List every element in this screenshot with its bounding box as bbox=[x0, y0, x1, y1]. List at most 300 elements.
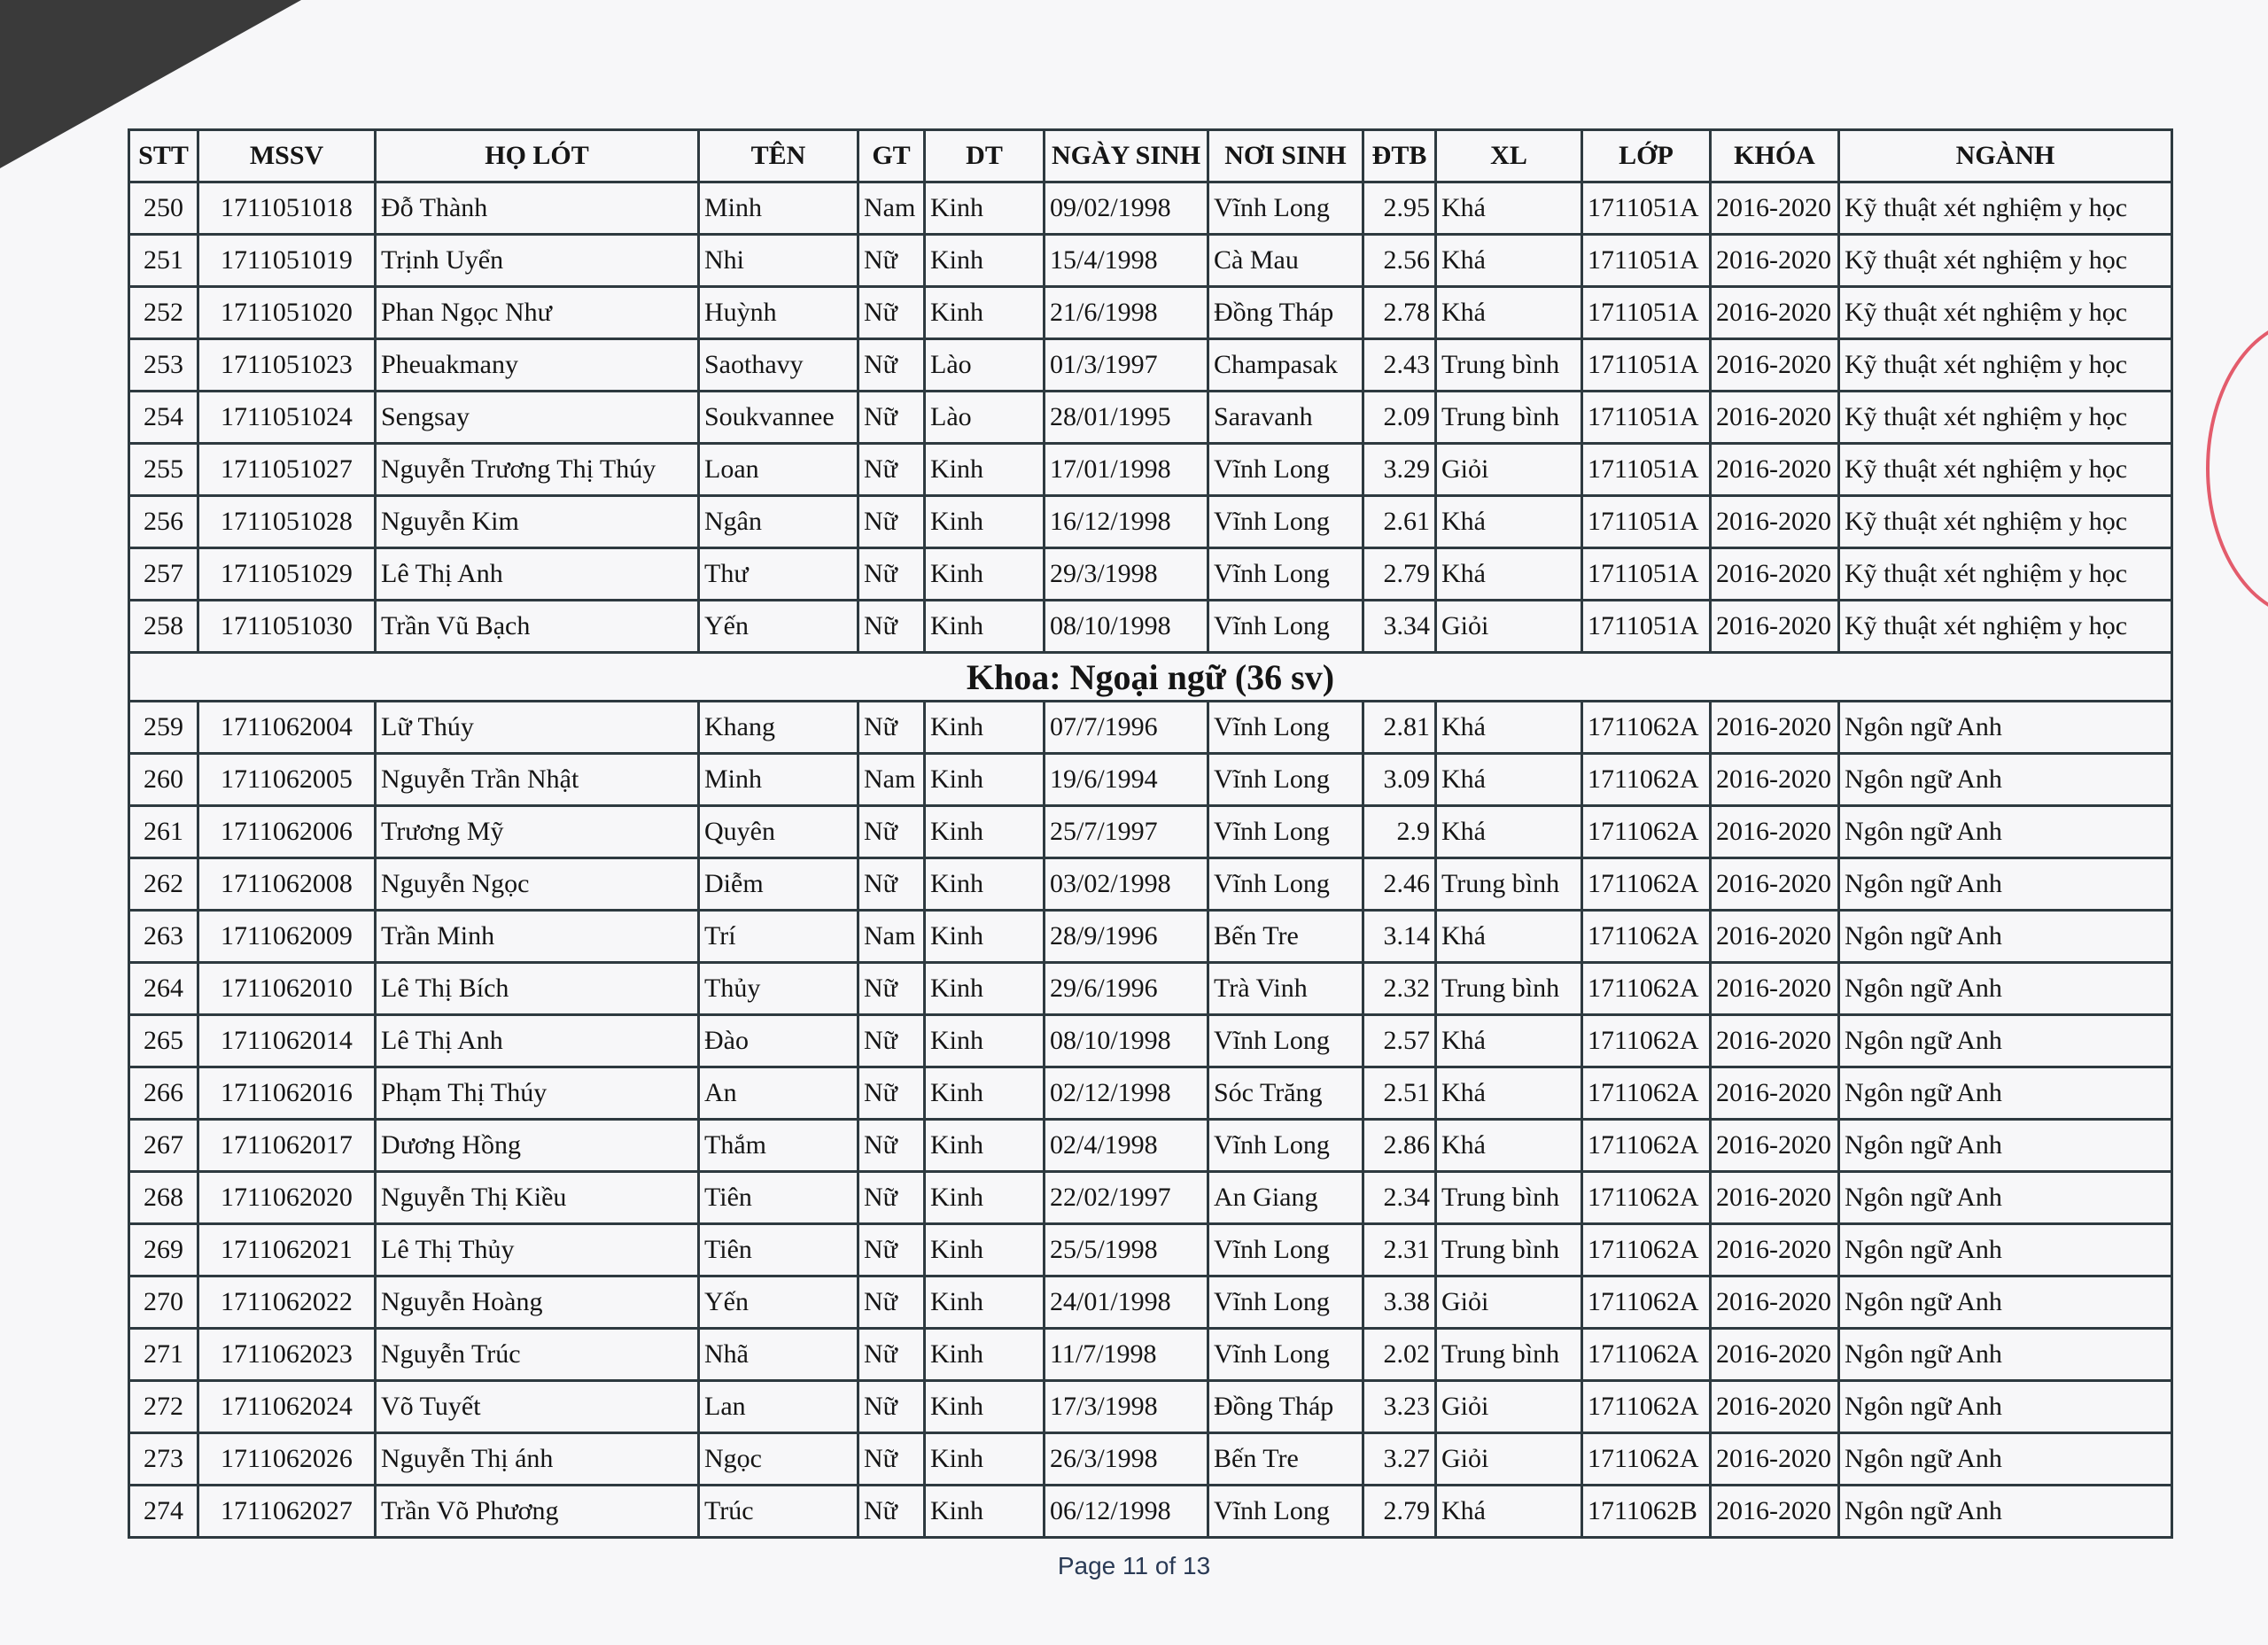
cell-gt: Nữ bbox=[858, 806, 925, 858]
cell-dt: Kinh bbox=[925, 1486, 1045, 1538]
cell-lop: 1711051A bbox=[1582, 444, 1711, 496]
table-row bbox=[129, 496, 2172, 548]
cell-lop: 1711051A bbox=[1582, 601, 1711, 653]
cell-xl: Trung bình bbox=[1436, 392, 1582, 444]
cell-noi-sinh: An Giang bbox=[1208, 1172, 1363, 1224]
table-row bbox=[129, 1224, 2172, 1276]
table-row bbox=[129, 548, 2172, 601]
cell-dt: Kinh bbox=[925, 702, 1045, 754]
cell-gt: Nữ bbox=[858, 496, 925, 548]
cell-nganh: Kỹ thuật xét nghiệm y học bbox=[1839, 339, 2172, 392]
cell-ten: Huỳnh bbox=[699, 287, 858, 339]
cell-noi-sinh: Vĩnh Long bbox=[1208, 182, 1363, 235]
cell-ngay-sinh: 03/02/1998 bbox=[1045, 858, 1208, 911]
cell-stt: 256 bbox=[129, 496, 198, 548]
cell-dtb: 2.79 bbox=[1363, 548, 1436, 601]
table-row bbox=[129, 339, 2172, 392]
cell-gt: Nam bbox=[858, 754, 925, 806]
cell-mssv: 1711051023 bbox=[198, 339, 376, 392]
cell-xl: Khá bbox=[1436, 911, 1582, 963]
cell-dtb: 2.79 bbox=[1363, 1486, 1436, 1538]
cell-khoa: 2016-2020 bbox=[1711, 1381, 1839, 1433]
cell-mssv: 1711062006 bbox=[198, 806, 376, 858]
cell-noi-sinh: Vĩnh Long bbox=[1208, 496, 1363, 548]
cell-dtb: 2.78 bbox=[1363, 287, 1436, 339]
cell-mssv: 1711051028 bbox=[198, 496, 376, 548]
cell-stt: 270 bbox=[129, 1276, 198, 1329]
table-row bbox=[129, 1486, 2172, 1538]
cell-mssv: 1711062017 bbox=[198, 1120, 376, 1172]
col-header-khoa: KHÓA bbox=[1711, 130, 1839, 182]
cell-dtb: 2.81 bbox=[1363, 702, 1436, 754]
cell-ngay-sinh: 25/5/1998 bbox=[1045, 1224, 1208, 1276]
cell-nganh: Ngôn ngữ Anh bbox=[1839, 1015, 2172, 1067]
cell-gt: Nữ bbox=[858, 858, 925, 911]
cell-stt: 274 bbox=[129, 1486, 198, 1538]
cell-gt: Nữ bbox=[858, 702, 925, 754]
cell-mssv: 1711051027 bbox=[198, 444, 376, 496]
cell-nganh: Ngôn ngữ Anh bbox=[1839, 1486, 2172, 1538]
cell-dt: Kinh bbox=[925, 1433, 1045, 1486]
cell-xl: Khá bbox=[1436, 1486, 1582, 1538]
cell-mssv: 1711062014 bbox=[198, 1015, 376, 1067]
cell-dtb: 3.29 bbox=[1363, 444, 1436, 496]
cell-dt: Kinh bbox=[925, 1224, 1045, 1276]
cell-mssv: 1711062005 bbox=[198, 754, 376, 806]
cell-mssv: 1711051018 bbox=[198, 182, 376, 235]
cell-dtb: 2.56 bbox=[1363, 235, 1436, 287]
cell-ngay-sinh: 02/12/1998 bbox=[1045, 1067, 1208, 1120]
cell-noi-sinh: Vĩnh Long bbox=[1208, 806, 1363, 858]
cell-noi-sinh: Vĩnh Long bbox=[1208, 1329, 1363, 1381]
cell-ho-lot: Lê Thị Anh bbox=[376, 548, 699, 601]
cell-khoa: 2016-2020 bbox=[1711, 911, 1839, 963]
cell-stt: 265 bbox=[129, 1015, 198, 1067]
cell-mssv: 1711051029 bbox=[198, 548, 376, 601]
cell-stt: 258 bbox=[129, 601, 198, 653]
cell-stt: 273 bbox=[129, 1433, 198, 1486]
col-header-stt: STT bbox=[129, 130, 198, 182]
cell-mssv: 1711062020 bbox=[198, 1172, 376, 1224]
cell-noi-sinh: Vĩnh Long bbox=[1208, 548, 1363, 601]
cell-ho-lot: Trần Minh bbox=[376, 911, 699, 963]
cell-ten: Soukvannee bbox=[699, 392, 858, 444]
cell-ten: Trúc bbox=[699, 1486, 858, 1538]
cell-lop: 1711062A bbox=[1582, 1067, 1711, 1120]
cell-nganh: Kỹ thuật xét nghiệm y học bbox=[1839, 496, 2172, 548]
cell-nganh: Ngôn ngữ Anh bbox=[1839, 1381, 2172, 1433]
cell-nganh: Ngôn ngữ Anh bbox=[1839, 1224, 2172, 1276]
cell-stt: 255 bbox=[129, 444, 198, 496]
cell-nganh: Ngôn ngữ Anh bbox=[1839, 1433, 2172, 1486]
cell-khoa: 2016-2020 bbox=[1711, 548, 1839, 601]
cell-xl: Trung bình bbox=[1436, 1224, 1582, 1276]
cell-lop: 1711051A bbox=[1582, 496, 1711, 548]
table-row bbox=[129, 182, 2172, 235]
cell-xl: Giỏi bbox=[1436, 1381, 1582, 1433]
table-row bbox=[129, 806, 2172, 858]
cell-gt: Nữ bbox=[858, 1067, 925, 1120]
cell-ngay-sinh: 19/6/1994 bbox=[1045, 754, 1208, 806]
cell-ten: Khang bbox=[699, 702, 858, 754]
cell-lop: 1711062A bbox=[1582, 1172, 1711, 1224]
cell-gt: Nữ bbox=[858, 601, 925, 653]
cell-ngay-sinh: 17/01/1998 bbox=[1045, 444, 1208, 496]
cell-nganh: Ngôn ngữ Anh bbox=[1839, 858, 2172, 911]
cell-dtb: 3.23 bbox=[1363, 1381, 1436, 1433]
cell-gt: Nữ bbox=[858, 1224, 925, 1276]
cell-dt: Kinh bbox=[925, 182, 1045, 235]
cell-khoa: 2016-2020 bbox=[1711, 806, 1839, 858]
cell-nganh: Ngôn ngữ Anh bbox=[1839, 1276, 2172, 1329]
cell-ten: Loan bbox=[699, 444, 858, 496]
cell-ngay-sinh: 28/01/1995 bbox=[1045, 392, 1208, 444]
cell-dt: Kinh bbox=[925, 235, 1045, 287]
cell-xl: Khá bbox=[1436, 287, 1582, 339]
cell-noi-sinh: Vĩnh Long bbox=[1208, 1486, 1363, 1538]
cell-khoa: 2016-2020 bbox=[1711, 444, 1839, 496]
cell-ngay-sinh: 28/9/1996 bbox=[1045, 911, 1208, 963]
page-number: Page 11 of 13 bbox=[1057, 1552, 1211, 1579]
cell-ho-lot: Lê Thị Anh bbox=[376, 1015, 699, 1067]
cell-nganh: Kỹ thuật xét nghiệm y học bbox=[1839, 287, 2172, 339]
cell-ho-lot: Phạm Thị Thúy bbox=[376, 1067, 699, 1120]
cell-khoa: 2016-2020 bbox=[1711, 182, 1839, 235]
cell-khoa: 2016-2020 bbox=[1711, 1329, 1839, 1381]
cell-stt: 259 bbox=[129, 702, 198, 754]
section-title: Khoa: Ngoại ngữ (36 sv) bbox=[129, 653, 2172, 702]
cell-dtb: 2.43 bbox=[1363, 339, 1436, 392]
cell-xl: Trung bình bbox=[1436, 1329, 1582, 1381]
cell-mssv: 1711051019 bbox=[198, 235, 376, 287]
cell-nganh: Ngôn ngữ Anh bbox=[1839, 754, 2172, 806]
cell-stt: 257 bbox=[129, 548, 198, 601]
cell-ngay-sinh: 26/3/1998 bbox=[1045, 1433, 1208, 1486]
cell-lop: 1711062A bbox=[1582, 754, 1711, 806]
cell-nganh: Kỹ thuật xét nghiệm y học bbox=[1839, 235, 2172, 287]
cell-xl: Khá bbox=[1436, 1067, 1582, 1120]
cell-ho-lot: Nguyễn Kim bbox=[376, 496, 699, 548]
cell-nganh: Ngôn ngữ Anh bbox=[1839, 1172, 2172, 1224]
cell-khoa: 2016-2020 bbox=[1711, 1120, 1839, 1172]
cell-ngay-sinh: 22/02/1997 bbox=[1045, 1172, 1208, 1224]
cell-stt: 269 bbox=[129, 1224, 198, 1276]
col-header-dt: DT bbox=[925, 130, 1045, 182]
cell-noi-sinh: Vĩnh Long bbox=[1208, 754, 1363, 806]
table-row bbox=[129, 287, 2172, 339]
col-header-ngay-sinh: NGÀY SINH bbox=[1045, 130, 1208, 182]
cell-lop: 1711062A bbox=[1582, 1329, 1711, 1381]
table-row bbox=[129, 1381, 2172, 1433]
cell-ho-lot: Nguyễn Hoàng bbox=[376, 1276, 699, 1329]
cell-lop: 1711051A bbox=[1582, 548, 1711, 601]
section-row bbox=[129, 653, 2172, 702]
cell-stt: 267 bbox=[129, 1120, 198, 1172]
cell-ngay-sinh: 25/7/1997 bbox=[1045, 806, 1208, 858]
cell-lop: 1711051A bbox=[1582, 235, 1711, 287]
cell-xl: Giỏi bbox=[1436, 444, 1582, 496]
col-header-dtb: ĐTB bbox=[1363, 130, 1436, 182]
cell-mssv: 1711062026 bbox=[198, 1433, 376, 1486]
cell-dt: Lào bbox=[925, 392, 1045, 444]
cell-nganh: Ngôn ngữ Anh bbox=[1839, 963, 2172, 1015]
cell-khoa: 2016-2020 bbox=[1711, 235, 1839, 287]
cell-noi-sinh: Sóc Trăng bbox=[1208, 1067, 1363, 1120]
cell-lop: 1711051A bbox=[1582, 392, 1711, 444]
cell-dt: Kinh bbox=[925, 1172, 1045, 1224]
cell-lop: 1711062A bbox=[1582, 1015, 1711, 1067]
cell-dt: Kinh bbox=[925, 548, 1045, 601]
cell-xl: Trung bình bbox=[1436, 1172, 1582, 1224]
table-row bbox=[129, 1067, 2172, 1120]
cell-ten: Tiên bbox=[699, 1172, 858, 1224]
cell-ngay-sinh: 29/6/1996 bbox=[1045, 963, 1208, 1015]
cell-mssv: 1711051020 bbox=[198, 287, 376, 339]
cell-ngay-sinh: 02/4/1998 bbox=[1045, 1120, 1208, 1172]
rows-top bbox=[129, 182, 2172, 653]
cell-nganh: Ngôn ngữ Anh bbox=[1839, 1067, 2172, 1120]
table-row bbox=[129, 392, 2172, 444]
cell-lop: 1711062A bbox=[1582, 963, 1711, 1015]
col-header-noi-sinh: NƠI SINH bbox=[1208, 130, 1363, 182]
table-row bbox=[129, 858, 2172, 911]
cell-noi-sinh: Vĩnh Long bbox=[1208, 601, 1363, 653]
cell-dtb: 2.09 bbox=[1363, 392, 1436, 444]
cell-ten: Saothavy bbox=[699, 339, 858, 392]
cell-gt: Nữ bbox=[858, 548, 925, 601]
cell-khoa: 2016-2020 bbox=[1711, 287, 1839, 339]
cell-khoa: 2016-2020 bbox=[1711, 496, 1839, 548]
cell-mssv: 1711062022 bbox=[198, 1276, 376, 1329]
cell-xl: Khá bbox=[1436, 702, 1582, 754]
cell-khoa: 2016-2020 bbox=[1711, 1067, 1839, 1120]
cell-khoa: 2016-2020 bbox=[1711, 392, 1839, 444]
cell-gt: Nam bbox=[858, 182, 925, 235]
cell-ten: Thủy bbox=[699, 963, 858, 1015]
cell-dtb: 2.32 bbox=[1363, 963, 1436, 1015]
cell-dt: Kinh bbox=[925, 858, 1045, 911]
table-row bbox=[129, 235, 2172, 287]
col-header-gt: GT bbox=[858, 130, 925, 182]
cell-gt: Nữ bbox=[858, 1329, 925, 1381]
col-header-xl: XL bbox=[1436, 130, 1582, 182]
red-seal-stamp bbox=[2206, 319, 2268, 618]
cell-ten: Yến bbox=[699, 1276, 858, 1329]
cell-ho-lot: Nguyễn Trần Nhật bbox=[376, 754, 699, 806]
cell-xl: Khá bbox=[1436, 182, 1582, 235]
cell-ho-lot: Lê Thị Bích bbox=[376, 963, 699, 1015]
cell-ngay-sinh: 09/02/1998 bbox=[1045, 182, 1208, 235]
col-header-ho-lot: HỌ LÓT bbox=[376, 130, 699, 182]
cell-ho-lot: Dương Hồng bbox=[376, 1120, 699, 1172]
cell-ngay-sinh: 08/10/1998 bbox=[1045, 601, 1208, 653]
cell-ho-lot: Trịnh Uyển bbox=[376, 235, 699, 287]
cell-dtb: 3.38 bbox=[1363, 1276, 1436, 1329]
cell-mssv: 1711062021 bbox=[198, 1224, 376, 1276]
cell-dt: Kinh bbox=[925, 1329, 1045, 1381]
cell-ten: Thư bbox=[699, 548, 858, 601]
cell-khoa: 2016-2020 bbox=[1711, 963, 1839, 1015]
cell-nganh: Ngôn ngữ Anh bbox=[1839, 1120, 2172, 1172]
cell-dtb: 2.57 bbox=[1363, 1015, 1436, 1067]
cell-nganh: Kỹ thuật xét nghiệm y học bbox=[1839, 182, 2172, 235]
cell-khoa: 2016-2020 bbox=[1711, 858, 1839, 911]
cell-gt: Nữ bbox=[858, 963, 925, 1015]
cell-dt: Kinh bbox=[925, 1120, 1045, 1172]
cell-khoa: 2016-2020 bbox=[1711, 702, 1839, 754]
rows-bottom bbox=[129, 702, 2172, 1538]
header-row bbox=[129, 130, 2172, 182]
cell-lop: 1711062A bbox=[1582, 702, 1711, 754]
cell-ho-lot: Lữ Thúy bbox=[376, 702, 699, 754]
cell-xl: Trung bình bbox=[1436, 339, 1582, 392]
cell-xl: Khá bbox=[1436, 548, 1582, 601]
cell-dtb: 2.61 bbox=[1363, 496, 1436, 548]
cell-ngay-sinh: 21/6/1998 bbox=[1045, 287, 1208, 339]
cell-ho-lot: Nguyễn Thị ánh bbox=[376, 1433, 699, 1486]
cell-lop: 1711062B bbox=[1582, 1486, 1711, 1538]
cell-noi-sinh: Saravanh bbox=[1208, 392, 1363, 444]
cell-ten: Ngân bbox=[699, 496, 858, 548]
cell-ten: Tiên bbox=[699, 1224, 858, 1276]
cell-ngay-sinh: 06/12/1998 bbox=[1045, 1486, 1208, 1538]
cell-khoa: 2016-2020 bbox=[1711, 601, 1839, 653]
cell-xl: Giỏi bbox=[1436, 601, 1582, 653]
cell-khoa: 2016-2020 bbox=[1711, 339, 1839, 392]
cell-mssv: 1711062024 bbox=[198, 1381, 376, 1433]
table-row bbox=[129, 1015, 2172, 1067]
cell-lop: 1711062A bbox=[1582, 1224, 1711, 1276]
cell-ho-lot: Nguyễn Thị Kiều bbox=[376, 1172, 699, 1224]
cell-gt: Nữ bbox=[858, 444, 925, 496]
cell-gt: Nữ bbox=[858, 287, 925, 339]
cell-stt: 260 bbox=[129, 754, 198, 806]
cell-mssv: 1711062027 bbox=[198, 1486, 376, 1538]
cell-stt: 271 bbox=[129, 1329, 198, 1381]
cell-stt: 268 bbox=[129, 1172, 198, 1224]
table-row bbox=[129, 702, 2172, 754]
cell-nganh: Ngôn ngữ Anh bbox=[1839, 806, 2172, 858]
table-row bbox=[129, 754, 2172, 806]
cell-stt: 261 bbox=[129, 806, 198, 858]
cell-noi-sinh: Vĩnh Long bbox=[1208, 1224, 1363, 1276]
cell-ngay-sinh: 29/3/1998 bbox=[1045, 548, 1208, 601]
cell-noi-sinh: Đồng Tháp bbox=[1208, 1381, 1363, 1433]
table-row bbox=[129, 1172, 2172, 1224]
cell-stt: 272 bbox=[129, 1381, 198, 1433]
cell-ten: Nhã bbox=[699, 1329, 858, 1381]
cell-khoa: 2016-2020 bbox=[1711, 1486, 1839, 1538]
cell-stt: 250 bbox=[129, 182, 198, 235]
col-header-lop: LỚP bbox=[1582, 130, 1711, 182]
cell-dtb: 2.02 bbox=[1363, 1329, 1436, 1381]
cell-lop: 1711062A bbox=[1582, 1381, 1711, 1433]
cell-nganh: Kỹ thuật xét nghiệm y học bbox=[1839, 392, 2172, 444]
cell-mssv: 1711062004 bbox=[198, 702, 376, 754]
cell-xl: Trung bình bbox=[1436, 858, 1582, 911]
cell-dtb: 3.14 bbox=[1363, 911, 1436, 963]
cell-lop: 1711062A bbox=[1582, 1276, 1711, 1329]
cell-noi-sinh: Trà Vinh bbox=[1208, 963, 1363, 1015]
cell-ho-lot: Nguyễn Ngọc bbox=[376, 858, 699, 911]
cell-dtb: 2.46 bbox=[1363, 858, 1436, 911]
cell-mssv: 1711051030 bbox=[198, 601, 376, 653]
cell-ngay-sinh: 15/4/1998 bbox=[1045, 235, 1208, 287]
cell-lop: 1711062A bbox=[1582, 1120, 1711, 1172]
cell-ten: Minh bbox=[699, 182, 858, 235]
cell-lop: 1711062A bbox=[1582, 806, 1711, 858]
cell-dtb: 2.31 bbox=[1363, 1224, 1436, 1276]
cell-gt: Nữ bbox=[858, 1381, 925, 1433]
cell-ngay-sinh: 24/01/1998 bbox=[1045, 1276, 1208, 1329]
cell-ngay-sinh: 11/7/1998 bbox=[1045, 1329, 1208, 1381]
cell-xl: Khá bbox=[1436, 496, 1582, 548]
cell-xl: Khá bbox=[1436, 1015, 1582, 1067]
cell-ten: Đào bbox=[699, 1015, 858, 1067]
col-header-nganh: NGÀNH bbox=[1839, 130, 2172, 182]
cell-khoa: 2016-2020 bbox=[1711, 1015, 1839, 1067]
cell-lop: 1711051A bbox=[1582, 182, 1711, 235]
cell-dt: Kinh bbox=[925, 1276, 1045, 1329]
cell-khoa: 2016-2020 bbox=[1711, 1433, 1839, 1486]
col-header-mssv: MSSV bbox=[198, 130, 376, 182]
cell-ngay-sinh: 07/7/1996 bbox=[1045, 702, 1208, 754]
cell-gt: Nữ bbox=[858, 1172, 925, 1224]
cell-xl: Trung bình bbox=[1436, 963, 1582, 1015]
cell-dtb: 3.09 bbox=[1363, 754, 1436, 806]
cell-dtb: 3.27 bbox=[1363, 1433, 1436, 1486]
cell-ngay-sinh: 08/10/1998 bbox=[1045, 1015, 1208, 1067]
cell-stt: 264 bbox=[129, 963, 198, 1015]
cell-gt: Nữ bbox=[858, 235, 925, 287]
cell-ten: An bbox=[699, 1067, 858, 1120]
cell-ten: Lan bbox=[699, 1381, 858, 1433]
cell-xl: Khá bbox=[1436, 1120, 1582, 1172]
table-row bbox=[129, 1329, 2172, 1381]
cell-dtb: 2.9 bbox=[1363, 806, 1436, 858]
cell-nganh: Kỹ thuật xét nghiệm y học bbox=[1839, 444, 2172, 496]
cell-dtb: 3.34 bbox=[1363, 601, 1436, 653]
cell-dt: Kinh bbox=[925, 496, 1045, 548]
table-row bbox=[129, 1120, 2172, 1172]
cell-dtb: 2.95 bbox=[1363, 182, 1436, 235]
cell-xl: Khá bbox=[1436, 754, 1582, 806]
cell-gt: Nữ bbox=[858, 1433, 925, 1486]
cell-khoa: 2016-2020 bbox=[1711, 1172, 1839, 1224]
cell-ho-lot: Nguyễn Trúc bbox=[376, 1329, 699, 1381]
table-row bbox=[129, 1276, 2172, 1329]
table-row bbox=[129, 911, 2172, 963]
student-roster-table bbox=[128, 128, 2173, 1539]
cell-dt: Kinh bbox=[925, 444, 1045, 496]
cell-dtb: 2.34 bbox=[1363, 1172, 1436, 1224]
cell-stt: 266 bbox=[129, 1067, 198, 1120]
cell-ten: Thắm bbox=[699, 1120, 858, 1172]
cell-khoa: 2016-2020 bbox=[1711, 1224, 1839, 1276]
table-row bbox=[129, 444, 2172, 496]
cell-xl: Giỏi bbox=[1436, 1276, 1582, 1329]
cell-stt: 253 bbox=[129, 339, 198, 392]
cell-stt: 252 bbox=[129, 287, 198, 339]
cell-ngay-sinh: 16/12/1998 bbox=[1045, 496, 1208, 548]
cell-ten: Diễm bbox=[699, 858, 858, 911]
cell-noi-sinh: Bến Tre bbox=[1208, 911, 1363, 963]
cell-xl: Giỏi bbox=[1436, 1433, 1582, 1486]
cell-nganh: Kỹ thuật xét nghiệm y học bbox=[1839, 601, 2172, 653]
cell-noi-sinh: Vĩnh Long bbox=[1208, 1015, 1363, 1067]
cell-noi-sinh: Đồng Tháp bbox=[1208, 287, 1363, 339]
table-row bbox=[129, 601, 2172, 653]
